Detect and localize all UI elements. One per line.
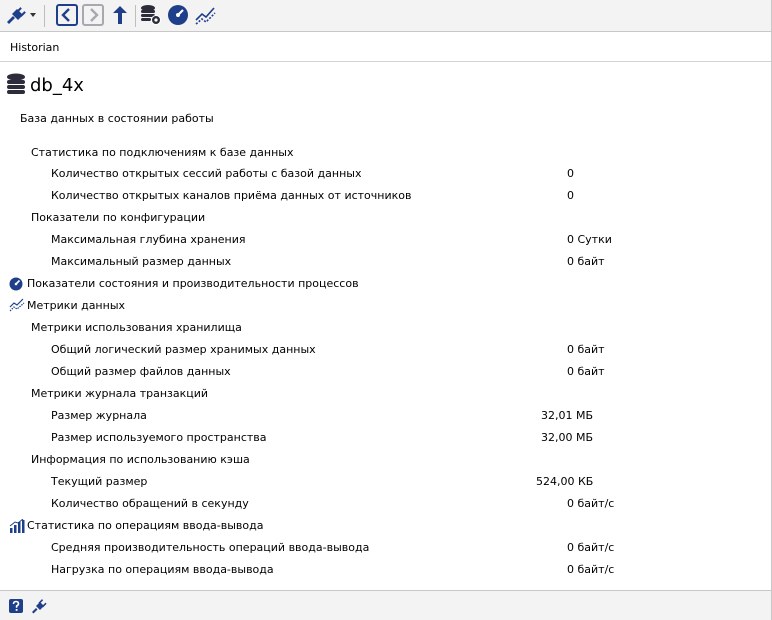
journal-size-label: Размер журнала	[51, 409, 147, 422]
bar-chart-icon	[9, 519, 25, 533]
logical-size-value: 0 байт	[567, 343, 605, 356]
open-channels-value: 0	[567, 189, 574, 202]
database-icon	[6, 73, 26, 97]
section-io[interactable]: Статистика по операциям ввода-вывода	[27, 519, 264, 532]
section-config: Показатели по конфигурации	[31, 211, 206, 224]
max-data-size-label: Максимальный размер данных	[51, 255, 232, 268]
io-load-value: 0 байт/с	[567, 563, 615, 576]
section-metrics[interactable]: Метрики данных	[27, 299, 126, 312]
header-divider	[0, 61, 772, 62]
io-performance-label: Средняя производительность операций ввода-вывода	[51, 541, 370, 554]
metrics-chart-icon	[194, 4, 218, 26]
arrow-right-icon	[82, 4, 104, 26]
database-gear-icon	[140, 4, 162, 26]
chevron-down-icon	[30, 13, 36, 17]
io-load-label: Нагрузка по операциям ввода-вывода	[51, 563, 274, 576]
page-header: Historian	[10, 41, 60, 54]
connection-plug-icon[interactable]	[30, 597, 48, 615]
section-storage-metrics: Метрики использования хранилища	[31, 321, 242, 334]
files-size-label: Общий размер файлов данных	[51, 365, 231, 378]
logical-size-label: Общий логический размер хранимых данных	[51, 343, 316, 356]
forward-button[interactable]	[81, 3, 105, 27]
cache-hits-value: 0 байт/с	[567, 497, 615, 510]
used-space-label: Размер используемого пространства	[51, 431, 267, 444]
max-retention-value: 0 Сутки	[567, 233, 612, 246]
database-status: База данных в состоянии работы	[20, 112, 214, 125]
plug-icon	[3, 4, 39, 26]
open-channels-label: Количество открытых каналов приёма данных от источников	[51, 189, 412, 202]
metrics-chart-icon	[9, 298, 25, 312]
up-button[interactable]	[107, 3, 131, 27]
cache-size-label: Текущий размер	[51, 475, 148, 488]
section-performance[interactable]: Показатели состояния и производительности процессов	[27, 277, 359, 290]
max-data-size-value: 0 байт	[567, 255, 605, 268]
performance-button[interactable]	[166, 3, 190, 27]
toolbar	[0, 0, 772, 32]
arrow-up-icon	[108, 4, 130, 26]
database-name: db_4x	[30, 75, 84, 96]
cache-hits-label: Количество обращений в секунду	[51, 497, 249, 510]
files-size-value: 0 байт	[567, 365, 605, 378]
section-connections: Статистика по подключениям к базе данных	[31, 146, 294, 159]
io-performance-value: 0 байт/с	[567, 541, 615, 554]
section-cache-info: Информация по использованию кэша	[31, 453, 250, 466]
connect-dropdown-button[interactable]	[3, 3, 39, 27]
metrics-button[interactable]	[193, 3, 219, 27]
status-bar	[0, 590, 772, 620]
gauge-icon	[167, 4, 189, 26]
open-sessions-label: Количество открытых сессий работы с базой данных	[51, 167, 362, 180]
section-journal-metrics: Метрики журнала транзакций	[31, 387, 209, 400]
arrow-left-icon	[56, 4, 78, 26]
database-settings-button[interactable]	[139, 3, 163, 27]
back-button[interactable]	[55, 3, 79, 27]
help-icon[interactable]	[9, 599, 23, 613]
open-sessions-value: 0	[567, 167, 574, 180]
journal-size-value: 32,01 МБ	[541, 409, 594, 422]
max-retention-label: Максимальная глубина хранения	[51, 233, 246, 246]
cache-size-value: 524,00 КБ	[536, 475, 594, 488]
used-space-value: 32,00 МБ	[541, 431, 594, 444]
gauge-icon	[9, 277, 23, 291]
